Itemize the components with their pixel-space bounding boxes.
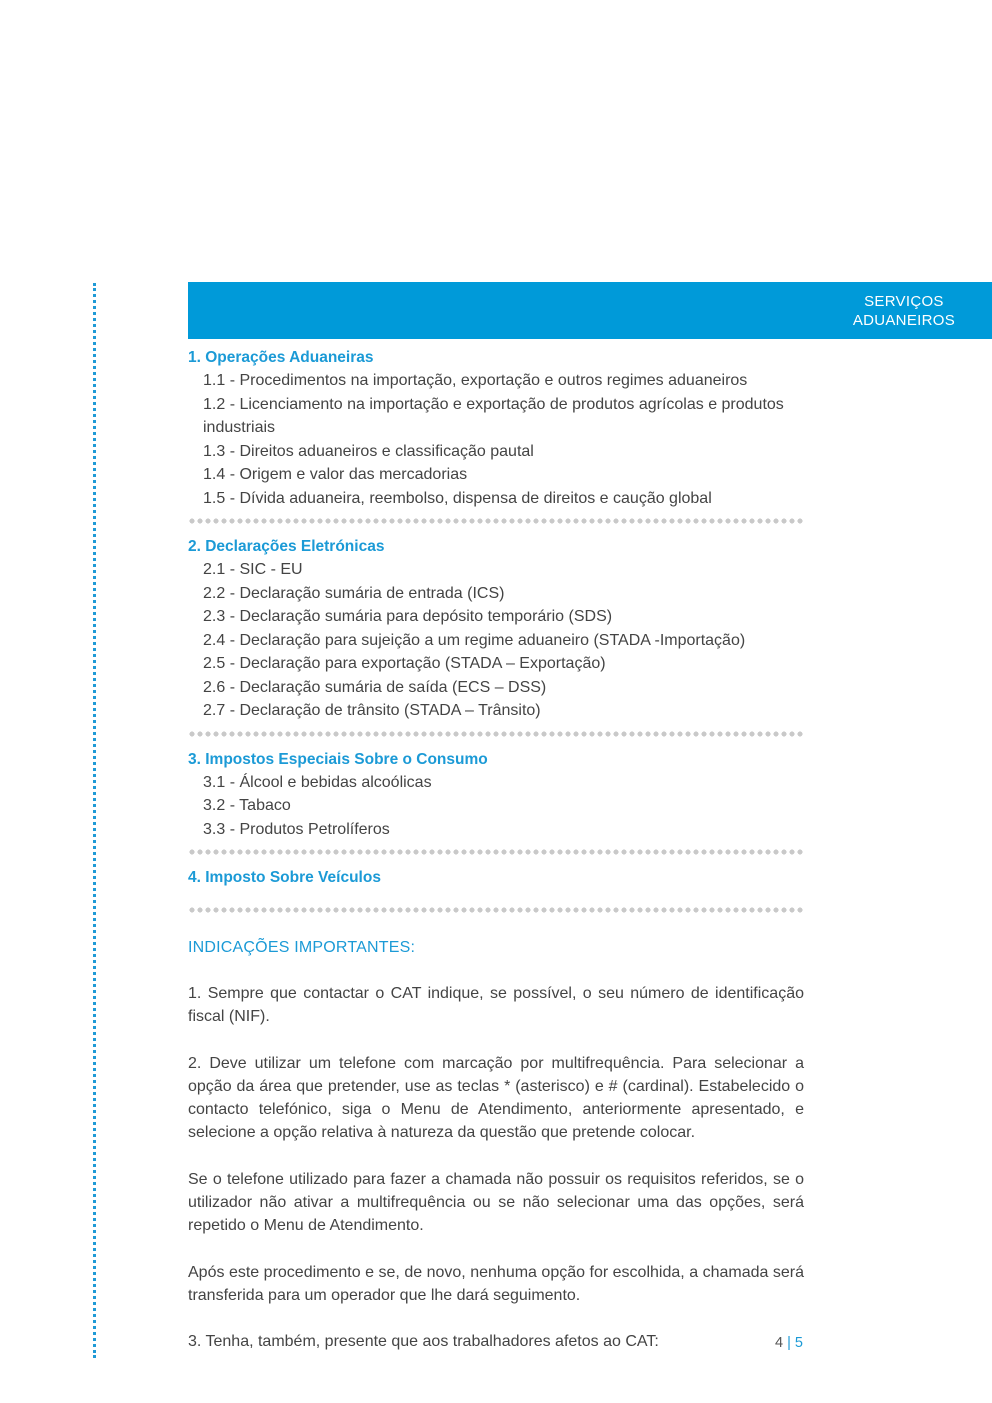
left-dotted-rule	[93, 283, 96, 1358]
list-item: 1.5 - Dívida aduaneira, reembolso, dispensa de direitos e caução global	[203, 489, 712, 507]
section-title-2: 2. Declarações Eletrónicas	[188, 538, 385, 555]
page-number-separator: |	[787, 1335, 791, 1351]
section-title-4: 4. Imposto Sobre Veículos	[188, 869, 381, 886]
note-paragraph: Se o telefone utilizado para fazer a chamada não possuir os requisitos referidos, se o utilizador não ativar a multifrequência ou se não selecionar uma das opções, será repetido o Menu de Atendimento.	[188, 1170, 804, 1235]
section-title-1: 1. Operações Aduaneiras	[188, 349, 374, 366]
list-item: 2.1 - SIC - EU	[203, 561, 303, 578]
banner-title	[853, 292, 955, 330]
list-item: 1.4 - Origem e valor das mercadorias	[203, 466, 468, 483]
list-item: 1.2 - Licenciamento na importação e exportação de produtos agrícolas e produtos	[203, 395, 784, 413]
list-item: 2.2 - Declaração sumária de entrada (ICS)	[203, 584, 505, 602]
list-item: 3.3 - Produtos Petrolíferos	[203, 820, 390, 838]
note-paragraph: 1. Sempre que contactar o CAT indique, se possível, o seu número de identificação fiscal (NIF).	[188, 985, 804, 1026]
document-content	[188, 346, 804, 1377]
section-banner	[188, 282, 992, 339]
dotted-separator	[188, 518, 804, 524]
note-paragraph: Após este procedimento e se, de novo, nenhuma opção for escolhida, a chamada será transferida para um operador que lhe dará seguimento.	[188, 1263, 804, 1304]
note-paragraph: 3. Tenha, também, presente que aos trabalhadores afetos ao CAT:	[188, 1333, 659, 1351]
dotted-separator	[188, 907, 804, 913]
list-item: 3.2 - Tabaco	[203, 797, 291, 814]
dotted-separator	[188, 731, 804, 737]
list-item: 1.1 - Procedimentos na importação, exportação e outros regimes aduaneiros	[203, 372, 748, 389]
list-item: 1.3 - Direitos aduaneiros e classificação pautal	[203, 442, 534, 460]
list-item-continuation: industriais	[203, 419, 276, 436]
list-item: 2.4 - Declaração para sujeição a um regime aduaneiro (STADA -Importação)	[203, 631, 746, 649]
list-item: 3.1 - Álcool e bebidas alcoólicas	[203, 773, 432, 791]
list-item: 2.3 - Declaração sumária para depósito temporário (SDS)	[203, 608, 613, 625]
page-number	[775, 1335, 803, 1351]
notes-heading: INDICAÇÕES IMPORTANTES:	[188, 939, 416, 956]
list-item: 2.5 - Declaração para exportação (STADA – Exportação)	[203, 655, 606, 672]
list-item: 2.7 - Declaração de trânsito (STADA – Trânsito)	[203, 702, 541, 719]
dotted-separator	[188, 849, 804, 855]
banner-line-1: SERVIÇOS	[864, 293, 944, 310]
list-item: 2.6 - Declaração sumária de saída (ECS – DSS)	[203, 678, 547, 696]
section-title-3: 3. Impostos Especiais Sobre o Consumo	[188, 750, 488, 768]
note-paragraph: 2. Deve utilizar um telefone com marcação por multifrequência. Para selecionar a opção da área que pretender, use as teclas * (asterisco) e # (cardinal). Estabelecido o contacto telefónico, siga o Menu de Atendimento, anteriormente apresentado, e selecione a opção relativa à natureza da questão que pretende colocar.	[188, 1054, 804, 1142]
page-number-left: 4	[775, 1335, 784, 1351]
banner-line-2: ADUANEIROS	[852, 312, 955, 329]
page-number-right: 5	[794, 1335, 803, 1351]
